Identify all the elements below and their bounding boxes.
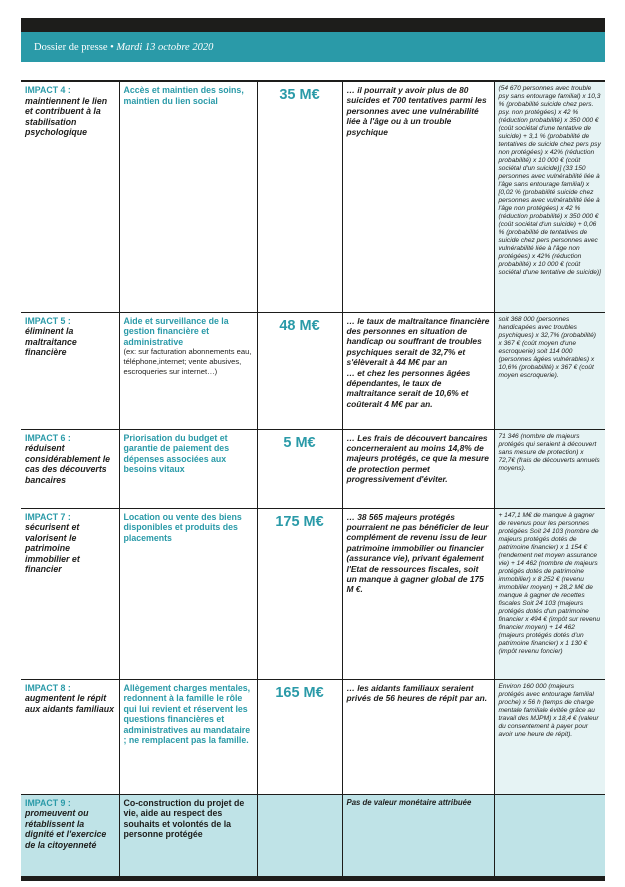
argument-cell — [342, 312, 494, 429]
impact-cell — [21, 679, 119, 794]
calculation-cell — [494, 312, 605, 429]
calculation-text: soit 368 000 (personnes handicapées avec troubles psychiques) x 32,7% (probabilité) x 367 € (coût moyen d'une escroquerie) soit 114 000 (personnes âgées vulnérables) x 10,6% (probabilité) x 367 € (coût moyen escroquerie). — [498, 315, 596, 379]
argument-cell — [342, 794, 494, 876]
calculation-cell — [494, 508, 605, 679]
argument-text: Pas de valeur monétaire attribuée — [346, 797, 472, 807]
action-cell — [119, 82, 257, 312]
impact-title: IMPACT 8 : — [25, 682, 71, 693]
calculation-cell — [494, 794, 605, 876]
amount-value: 165 M€ — [275, 684, 324, 701]
action-main: Co-construction du projet de vie, aide au respect des souhaits et volontés de la personne protégée — [123, 797, 245, 839]
impact-cell — [21, 508, 119, 679]
table-row — [21, 508, 605, 679]
argument-cell — [342, 508, 494, 679]
action-example: (ex: sur facturation abonnements eau, téléphone,internet; vente abusives, escroqueries sur internet…) — [123, 347, 252, 376]
impact-text: maintiennent le lien et contribuent à la stabilisation psychologique — [25, 95, 108, 137]
amount-cell — [257, 312, 342, 429]
amount-value — [262, 798, 338, 800]
amount-value: 35 M€ — [279, 87, 320, 103]
calculation-text: Environ 160 000 (majeurs protégés avec entourage familial proche) x 56 h (temps de charge mentale familiale évitée grâce au travail des MJPM) x 18,4 € (valeur du consentement à payer pour avoir une heure de répit). — [498, 682, 599, 738]
table-row — [21, 312, 605, 429]
impact-text: sécurisent et valorisent le patrimoine immobilier et financier — [25, 522, 80, 574]
table-row — [21, 82, 605, 312]
calculation-text: + 147,1 M€ de manque à gagner de revenus pour les personnes protégées Soit 24 103 (nombre de majeurs protégés dotés de patrimoine financier) x 1 154 € (rendement net moyen assurance vie) + 14 462 (nombre de majeurs protégés dotés de patrimoine immobilier) x 8 252 € (revenu immobilier moyen) + 28,2 M€ de manque à gagner de recettes fiscales Soit 24 103 (majeurs protégés dotés d'un patrimoine financier x 494 € (impôt sur revenu financier moyen) + 14 462 (majeurs protégés dotés d'un patrimoine financier) x 1 130 € (impôt revenu foncier) — [498, 511, 601, 655]
action-cell — [119, 312, 257, 429]
amount-cell — [257, 794, 342, 876]
argument-text: … le taux de maltraitance financière des personnes en situation de handicap ou souffrant de troubles psychiques serait de 32,7% et s'élèverait à 44 M€ par an — [346, 315, 490, 368]
amount-cell — [257, 679, 342, 794]
impact-text: réduisent considérablement le cas des découverts bancaires — [25, 443, 111, 485]
impact-title: IMPACT 6 : — [25, 432, 71, 443]
table-row — [21, 794, 605, 876]
header-title — [34, 42, 213, 53]
argument-text: … Les frais de découvert bancaires concerneraient au moins 14,8% de majeurs protégés, ce que la mesure de protection permet progressivement d'éviter. — [346, 432, 489, 485]
impact-cell — [21, 794, 119, 876]
table-row — [21, 429, 605, 508]
impact-title: IMPACT 4 : — [25, 85, 71, 95]
calculation-cell — [494, 679, 605, 794]
argument-cell — [342, 82, 494, 312]
calculation-text: 71 346 (nombre de majeurs protégés qui seraient à découvert sans mesure de protection) x 72,7€ (frais de découverts annuels moyens). — [498, 432, 600, 472]
action-cell — [119, 508, 257, 679]
argument-cell — [342, 679, 494, 794]
impacts-table — [21, 82, 605, 876]
action-main: Aide et surveillance de la gestion financière et administrative — [123, 315, 229, 347]
action-main: Accès et maintien des soins, maintien du lien social — [123, 85, 244, 106]
impact-text: éliminent la maltraitance financière — [25, 326, 77, 357]
impact-title: IMPACT 5 : — [25, 315, 71, 326]
argument-text: … 38 565 majeurs protégés pourraient ne pas bénéficier de leur complément de revenu issu de leur patrimoine immobilier ou financier (assurance vie), privant également l'Etat de ressources fiscales, soit un manque à gagner global de 175 M €. — [346, 511, 489, 595]
amount-value: 48 M€ — [279, 317, 320, 334]
argument-extra-text: … et chez les personnes âgées dépendantes, le taux de maltraitance serait de 10,6% et coûterait 4 M€ par an. — [346, 367, 471, 409]
action-main: Priorisation du budget et garantie de paiement des dépenses associées aux besoins vitaux — [123, 432, 230, 474]
calculation-text: (54 670 personnes avec trouble psy sans entourage familial) x 10,3 % (probabilité suicide chez pers. psy. non protégées) x 42 % (réduction probabilité) x 350 000 € (coût sociétal d'une tentative de suicide) + 3,1 % (probabilité de tentatives de suicide chez pers psy non protégées) x 42% (réduction probabilité) x 10 000 € (coût sociétal d'un suicide)] (33 150 personnes avec vulnérabilité liée à l'âge sans entourage familial) x [0,02 % (probabilité suicide chez personnes avec vulnérabilité liée à l'âge non protégées) x 42 % (réduction probabilité) x 350 000 € (coût sociétal d'un suicide) + 0,06 % (probabilité de tentatives de suicide chez pers personnes avec vulnérabilité liée à l'âge non protégées) x 42% (réduction probabilité) x 10 000 € (coût sociétal d'une tentative de suicide)] — [498, 85, 601, 276]
impact-text: promeuvent ou rétablissent la dignité et l'exercice de la citoyenneté — [25, 808, 107, 850]
amount-cell — [257, 429, 342, 508]
impact-text: augmentent le répit aux aidants familiaux — [25, 693, 114, 714]
action-main: Allègement charges mentales, redonnent à la famille le rôle qui lui revient et réservent les questions financières et administratives au mandataire ; ne remplacent pas la famille. — [123, 682, 251, 745]
amount-value: 5 M€ — [283, 434, 316, 451]
action-cell — [119, 679, 257, 794]
impact-title: IMPACT 7 : — [25, 511, 71, 522]
impact-title: IMPACT 9 : — [25, 797, 71, 808]
action-cell — [119, 794, 257, 876]
header-label: Dossier de presse • — [34, 42, 114, 53]
top-black-bar — [21, 18, 605, 32]
impact-cell — [21, 312, 119, 429]
action-cell — [119, 429, 257, 508]
calculation-cell — [494, 82, 605, 312]
header-date: Mardi 13 octobre 2020 — [116, 42, 214, 53]
amount-cell — [257, 508, 342, 679]
argument-text: … il pourrait y avoir plus de 80 suicides et 700 tentatives parmi les personnes avec une vulnérabilité liée à l'âge ou à un trouble psychique — [346, 85, 487, 137]
argument-text: … les aidants familiaux seraient privés de 56 heures de répit par an. — [346, 682, 488, 703]
impact-cell — [21, 429, 119, 508]
table-row — [21, 679, 605, 794]
header-band — [21, 32, 605, 62]
action-main: Location ou vente des biens disponibles et produits des placements — [123, 511, 242, 543]
table-bottom-rule — [21, 876, 605, 881]
amount-cell — [257, 82, 342, 312]
calculation-cell — [494, 429, 605, 508]
amount-value: 175 M€ — [275, 513, 324, 530]
impact-cell — [21, 82, 119, 312]
argument-cell — [342, 429, 494, 508]
